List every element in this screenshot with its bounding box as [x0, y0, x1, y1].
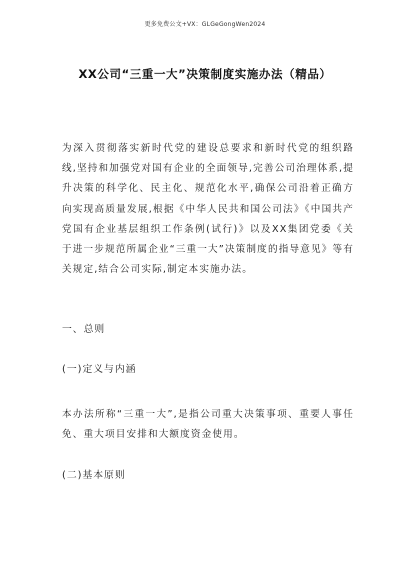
section-heading-general: 一、总则 [62, 324, 106, 335]
definition-paragraph: 本办法所称“三重一大”,是指公司重大决策事项、重要人事任免、重大项目安排和大额度资金使用。 [62, 409, 354, 441]
header-promo-note: 更多免费公文+VX：GLGeGongWen2024 [144, 21, 266, 28]
intro-paragraph: 为深入贯彻落实新时代党的建设总要求和新时代党的组织路线,坚持和加强党对国有企业的全面领导,完善公司治理体系,提升决策的科学化、民主化、规范化水平,确保公司沿着正确方向实现高质量发展,根据《中华人民共和国公司法》《中国共产党国有企业基层组织工作条例(试行)》以及XX集团党委《关于进一步规范所属企业“三重一大”决策制度的指导意见》等有关规定,结合公司实际,制定本实施办法。 [62, 143, 354, 276]
subsection-heading-principles: (二)基本原则 [62, 470, 126, 481]
document-title: XX公司“三重一大”决策制度实施办法（精品） [78, 67, 332, 81]
subsection-heading-definition: (一)定义与内涵 [62, 364, 137, 375]
